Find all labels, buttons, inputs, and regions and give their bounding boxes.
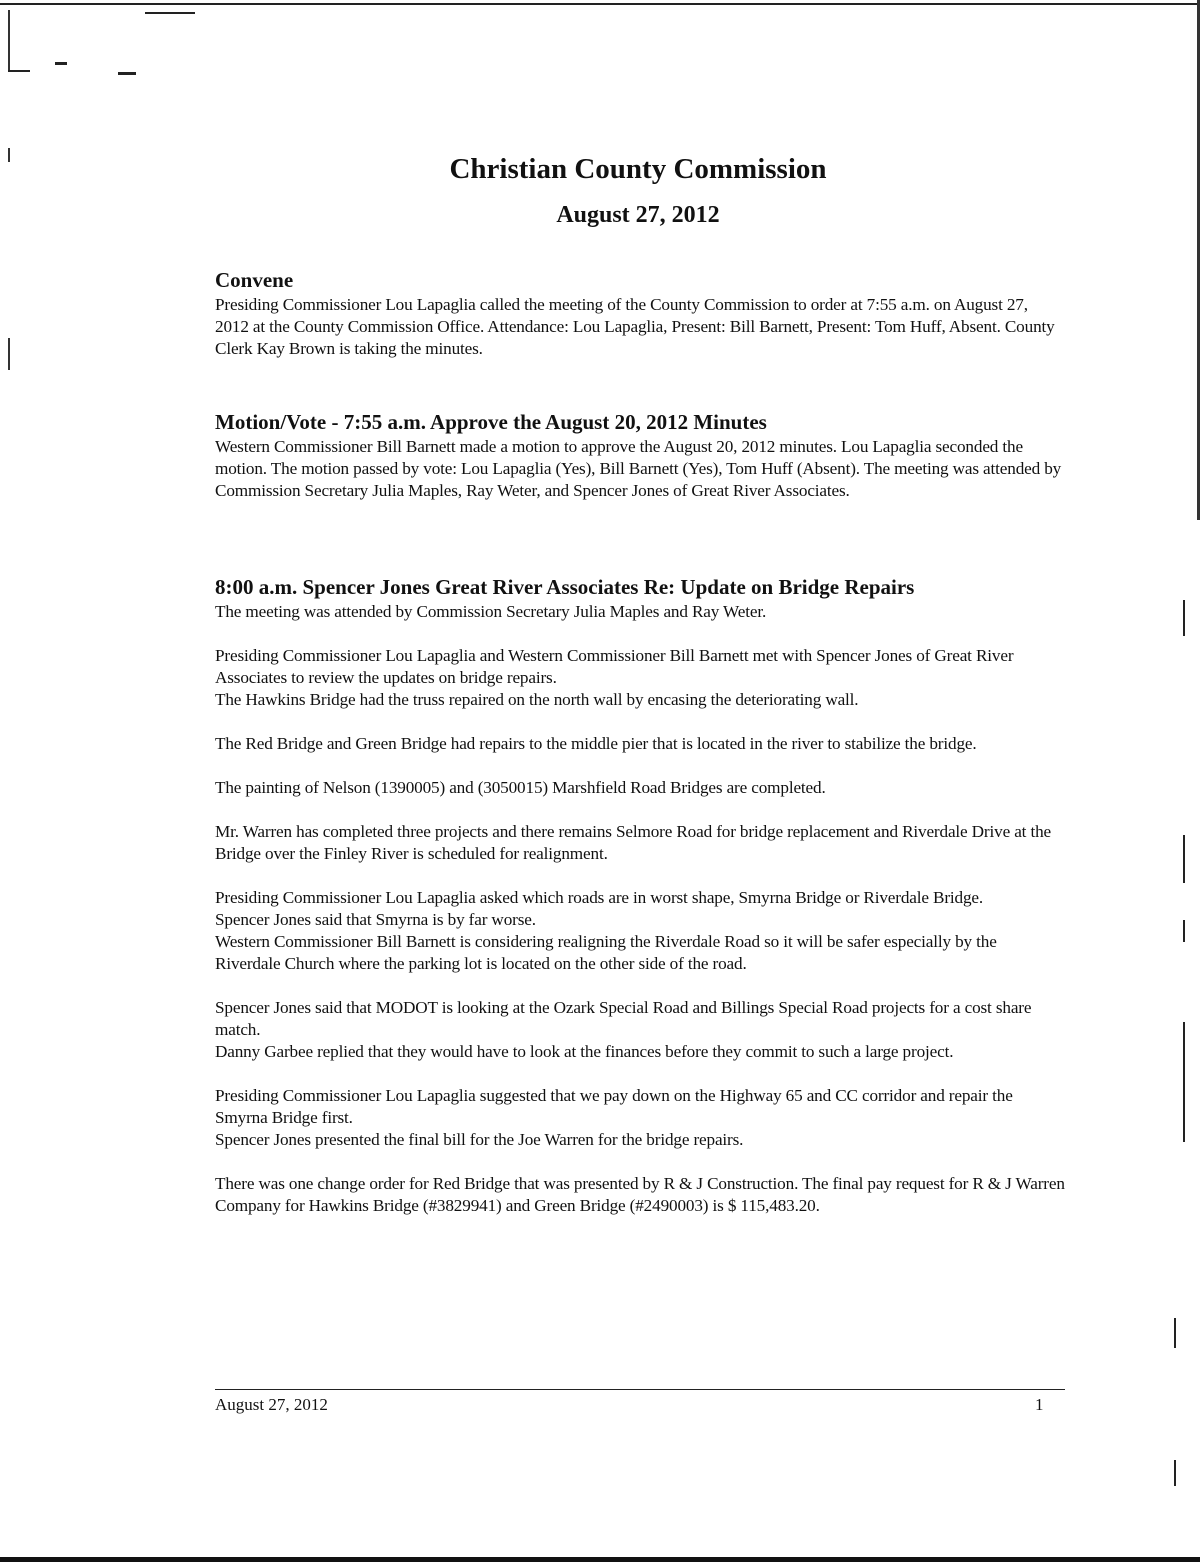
section-motion-vote <box>215 410 1065 502</box>
scan-speck <box>55 62 67 65</box>
scan-speck <box>118 72 136 75</box>
paragraph: The Red Bridge and Green Bridge had repairs to the middle pier that is located in the river to stabilize the bridge. <box>215 734 977 753</box>
page-number: 1 <box>1035 1395 1044 1414</box>
paragraph: Spencer Jones presented the final bill for the Joe Warren for the bridge repairs. <box>215 1130 744 1149</box>
paragraph: Presiding Commissioner Lou Lapaglia asked which roads are in worst shape, Smyrna Bridge or Riverdale Bridge. <box>215 888 984 907</box>
scan-speck <box>1183 1022 1185 1142</box>
scan-speck <box>1174 1318 1176 1348</box>
scan-speck <box>1183 835 1185 883</box>
paragraph: The meeting was attended by Commission Secretary Julia Maples and Ray Weter. <box>215 602 767 621</box>
paragraph: The painting of Nelson (1390005) and (3050015) Marshfield Road Bridges are completed. <box>215 778 826 797</box>
section-heading: 8:00 a.m. Spencer Jones Great River Associates Re: Update on Bridge Repairs <box>215 575 915 599</box>
document-date: August 27, 2012 <box>556 202 720 228</box>
section-heading: Motion/Vote - 7:55 a.m. Approve the August 20, 2012 Minutes <box>215 410 767 434</box>
scan-speck <box>8 70 30 72</box>
paragraph: Danny Garbee replied that they would have to look at the finances before they commit to such a large project. <box>215 1042 954 1061</box>
section-convene <box>215 268 1065 360</box>
footer-date: August 27, 2012 <box>215 1395 328 1414</box>
paragraph: Western Commissioner Bill Barnett is considering realigning the Riverdale Road so it will be safer especially by the Riverdale Church where the parking lot is located on the other side of the road. <box>215 932 997 973</box>
paragraph: Presiding Commissioner Lou Lapaglia suggested that we pay down on the Highway 65 and CC corridor and repair the Smyrna Bridge first. <box>215 1086 1013 1127</box>
scan-mark-left <box>8 338 10 370</box>
paragraph: Western Commissioner Bill Barnett made a motion to approve the August 20, 2012 minutes. Lou Lapaglia seconded the motion. The motion passed by vote: Lou Lapaglia (Yes), Bill Barnett (Yes), Tom Huff (Absent). The meeting was attended by Commission Secretary Julia Maples, Ray Weter, and Spencer Jones of Great River Associates. <box>215 437 1062 500</box>
section-bridge-repairs <box>215 575 1065 1217</box>
scan-edge-bottom <box>0 1557 1200 1562</box>
paragraph: Mr. Warren has completed three projects and there remains Selmore Road for bridge replacement and Riverdale Drive at the Bridge over the Finley River is scheduled for realignment. <box>215 822 1052 863</box>
scan-speck <box>1174 1460 1176 1486</box>
paragraph: There was one change order for Red Bridge that was presented by R & J Construction. The final pay request for R & J Warren Company for Hawkins Bridge (#3829941) and Green Bridge (#2490003) is $ 115,483.20. <box>215 1174 1065 1215</box>
document-title: Christian County Commission <box>449 153 827 185</box>
footer-rule <box>215 1389 1065 1390</box>
paragraph: The Hawkins Bridge had the truss repaired on the north wall by encasing the deteriorating wall. <box>215 690 859 709</box>
scan-speck <box>1183 600 1185 636</box>
paragraph: Spencer Jones said that MODOT is looking at the Ozark Special Road and Billings Special Road projects for a cost share match. <box>215 998 1032 1039</box>
scan-mark-left <box>8 10 10 72</box>
paragraph: Presiding Commissioner Lou Lapaglia called the meeting of the County Commission to order at 7:55 a.m. on August 27, 2012 at the County Commission Office. Attendance: Lou Lapaglia, Present: Bill Barnett, Present: Tom Huff, Absent. County Clerk Kay Brown is taking the minutes. <box>215 295 1055 358</box>
scan-speck <box>1183 920 1185 942</box>
scan-edge-top <box>0 3 1200 5</box>
paragraph: Presiding Commissioner Lou Lapaglia and Western Commissioner Bill Barnett met with Spencer Jones of Great River Associates to review the updates on bridge repairs. <box>215 646 1014 687</box>
scan-speck <box>145 12 195 14</box>
paragraph: Spencer Jones said that Smyrna is by far worse. <box>215 910 536 929</box>
section-heading: Convene <box>215 268 294 292</box>
